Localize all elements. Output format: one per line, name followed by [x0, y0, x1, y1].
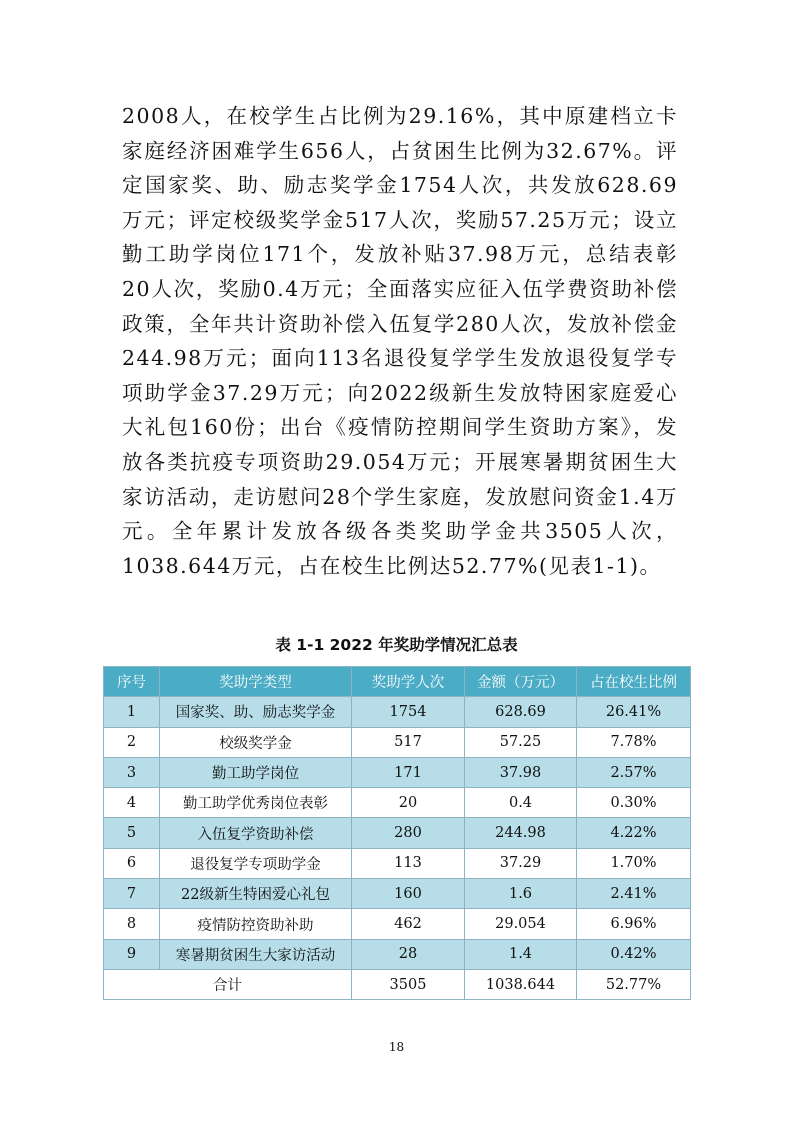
cell-index: 3 [104, 757, 160, 787]
cell-type: 校级奖学金 [160, 727, 352, 757]
body-paragraph: 2008人，在校学生占比例为29.16%，其中原建档立卡家庭经济困难学生656人，占贫困生比例为32.67%。评定国家奖、助、励志奖学金1754人次，共发放628.69万元；评定校级奖学金517人次，奖励57.25万元；设立勤工助学岗位171个，发放补贴37.98万元，总结表彰20人次，奖励0.4万元；全面落实应征入伍学费资助补偿政策，全年共计资助补偿入伍复学280人次，发放补偿金244.98万元；面向113名退役复学学生发放退役复学专项助学金37.29万元；向2022级新生发放特困家庭爱心大礼包160份；出台《疫情防控期间学生资助方案》，发放各类抗疫专项资助29.054万元；开展寒暑期贫困生大家访活动，走访慰问28个学生家庭，发放慰问资金1.4万元。全年累计发放各级各类奖助学金共3505人次，1038.644万元，占在校生比例达52.77%(见表1-1)。 [122, 104, 678, 578]
cell-type: 国家奖、助、励志奖学金 [160, 697, 352, 727]
cell-index: 2 [104, 727, 160, 757]
cell-amount: 244.98 [465, 818, 577, 848]
table-total-row [104, 969, 691, 999]
header-index: 序号 [104, 667, 160, 697]
table-header-row [104, 667, 691, 697]
cell-count: 113 [352, 848, 465, 878]
total-count: 3505 [352, 969, 465, 999]
cell-amount: 0.4 [465, 788, 577, 818]
cell-index: 6 [104, 848, 160, 878]
total-ratio: 52.77% [577, 969, 691, 999]
cell-index: 9 [104, 939, 160, 969]
cell-count: 280 [352, 818, 465, 848]
header-count: 奖助学人次 [352, 667, 465, 697]
cell-count: 462 [352, 909, 465, 939]
cell-type: 勤工助学优秀岗位表彰 [160, 788, 352, 818]
cell-amount: 628.69 [465, 697, 577, 727]
cell-count: 28 [352, 939, 465, 969]
cell-type: 22级新生特困爱心礼包 [160, 879, 352, 909]
table-row [104, 879, 691, 909]
cell-count: 517 [352, 727, 465, 757]
total-label: 合计 [104, 969, 352, 999]
table-row [104, 757, 691, 787]
table-row [104, 909, 691, 939]
cell-type: 退役复学专项助学金 [160, 848, 352, 878]
table-row [104, 848, 691, 878]
cell-type: 疫情防控资助补助 [160, 909, 352, 939]
header-ratio: 占在校生比例 [577, 667, 691, 697]
total-amount: 1038.644 [465, 969, 577, 999]
cell-index: 4 [104, 788, 160, 818]
header-amount: 金额（万元） [465, 667, 577, 697]
cell-amount: 1.4 [465, 939, 577, 969]
cell-count: 171 [352, 757, 465, 787]
cell-ratio: 0.42% [577, 939, 691, 969]
cell-type: 勤工助学岗位 [160, 757, 352, 787]
cell-amount: 1.6 [465, 879, 577, 909]
table-row [104, 697, 691, 727]
table-row [104, 727, 691, 757]
cell-amount: 37.98 [465, 757, 577, 787]
cell-index: 1 [104, 697, 160, 727]
cell-type: 寒暑期贫困生大家访活动 [160, 939, 352, 969]
cell-ratio: 2.57% [577, 757, 691, 787]
table-caption: 表 1-1 2022 年奖助学情况汇总表 [275, 636, 518, 654]
table-row [104, 939, 691, 969]
cell-ratio: 0.30% [577, 788, 691, 818]
cell-amount: 57.25 [465, 727, 577, 757]
cell-index: 7 [104, 879, 160, 909]
cell-ratio: 1.70% [577, 848, 691, 878]
cell-index: 8 [104, 909, 160, 939]
cell-amount: 37.29 [465, 848, 577, 878]
cell-ratio: 6.96% [577, 909, 691, 939]
cell-ratio: 4.22% [577, 818, 691, 848]
table-row [104, 788, 691, 818]
cell-count: 20 [352, 788, 465, 818]
cell-index: 5 [104, 818, 160, 848]
cell-ratio: 7.78% [577, 727, 691, 757]
cell-count: 1754 [352, 697, 465, 727]
cell-type: 入伍复学资助补偿 [160, 818, 352, 848]
awards-summary-table [103, 666, 691, 1000]
cell-amount: 29.054 [465, 909, 577, 939]
cell-count: 160 [352, 879, 465, 909]
cell-ratio: 26.41% [577, 697, 691, 727]
table-row [104, 818, 691, 848]
header-type: 奖助学类型 [160, 667, 352, 697]
cell-ratio: 2.41% [577, 879, 691, 909]
page-number: 18 [388, 1040, 405, 1054]
